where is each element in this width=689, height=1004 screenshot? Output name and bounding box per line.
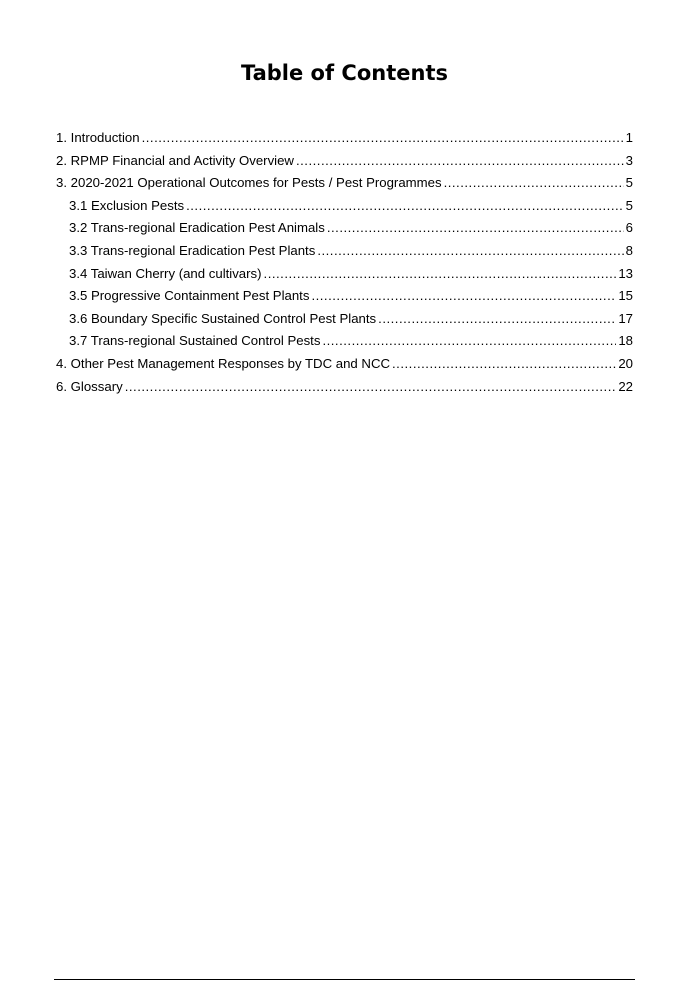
toc-entry-page-number: 20 [618, 355, 633, 371]
toc-entry-page-number: 15 [618, 288, 633, 304]
toc-entry-label: 3.3 Trans-regional Eradication Pest Plants [69, 242, 316, 258]
dot-leader [296, 150, 624, 173]
toc-entry-operational-outcomes[interactable] [56, 172, 633, 195]
toc-entry-boundary-specific-control[interactable] [56, 308, 633, 331]
toc-entry-label: 3.7 Trans-regional Sustained Control Pests [69, 333, 321, 349]
toc-entry-label: 6. Glossary [56, 378, 123, 394]
toc-entry-page-number: 13 [618, 265, 633, 281]
dot-leader [186, 195, 624, 218]
dot-leader [142, 127, 624, 150]
dot-leader [311, 285, 616, 308]
toc-entry-rpmp-overview[interactable] [56, 150, 633, 173]
toc-entry-page-number: 18 [618, 333, 633, 349]
toc-entry-label: 3. 2020-2021 Operational Outcomes for Pests / Pest Programmes [56, 175, 442, 191]
dot-leader [327, 217, 624, 240]
dot-leader [378, 308, 616, 331]
toc-entry-page-number: 6 [625, 220, 633, 236]
toc-entry-page-number: 1 [625, 130, 633, 145]
footer-divider [54, 979, 635, 980]
toc-entry-label: 4. Other Pest Management Responses by TDC and NCC [56, 355, 390, 371]
dot-leader [317, 240, 623, 263]
toc-entry-taiwan-cherry[interactable] [56, 263, 633, 286]
toc-entry-label: 3.1 Exclusion Pests [69, 197, 185, 213]
toc-entry-page-number: 17 [618, 310, 633, 326]
toc-entry-label: 3.4 Taiwan Cherry (and cultivars) [69, 265, 262, 281]
dot-leader [322, 330, 616, 353]
toc-entry-page-number: 22 [618, 378, 633, 394]
toc-entry-label: 3.5 Progressive Containment Pest Plants [69, 288, 310, 304]
toc-entry-sustained-control-pests[interactable] [56, 330, 633, 353]
toc-list [56, 127, 633, 398]
dot-leader [444, 172, 624, 195]
toc-entry-page-number: 3 [625, 152, 633, 168]
toc-entry-label: 2. RPMP Financial and Activity Overview [56, 152, 294, 168]
toc-entry-glossary[interactable] [56, 376, 633, 399]
dot-leader [264, 263, 617, 286]
dot-leader [392, 353, 616, 376]
toc-entry-eradication-pest-animals[interactable] [56, 217, 633, 240]
toc-entry-page-number: 8 [625, 242, 633, 258]
toc-entry-other-responses[interactable] [56, 353, 633, 376]
toc-entry-exclusion-pests[interactable] [56, 195, 633, 218]
toc-entry-eradication-pest-plants[interactable] [56, 240, 633, 263]
page-title: Table of Contents [240, 61, 448, 85]
toc-entry-page-number: 5 [625, 175, 633, 191]
toc-entry-label: 3.2 Trans-regional Eradication Pest Animals [69, 220, 325, 236]
toc-entry-introduction[interactable] [56, 127, 633, 150]
dot-leader [125, 376, 617, 399]
toc-entry-page-number: 5 [625, 197, 633, 213]
toc-entry-label: 3.6 Boundary Specific Sustained Control Pest Plants [69, 310, 377, 326]
toc-entry-label: 1. Introduction [56, 130, 140, 145]
toc-entry-progressive-containment[interactable] [56, 285, 633, 308]
